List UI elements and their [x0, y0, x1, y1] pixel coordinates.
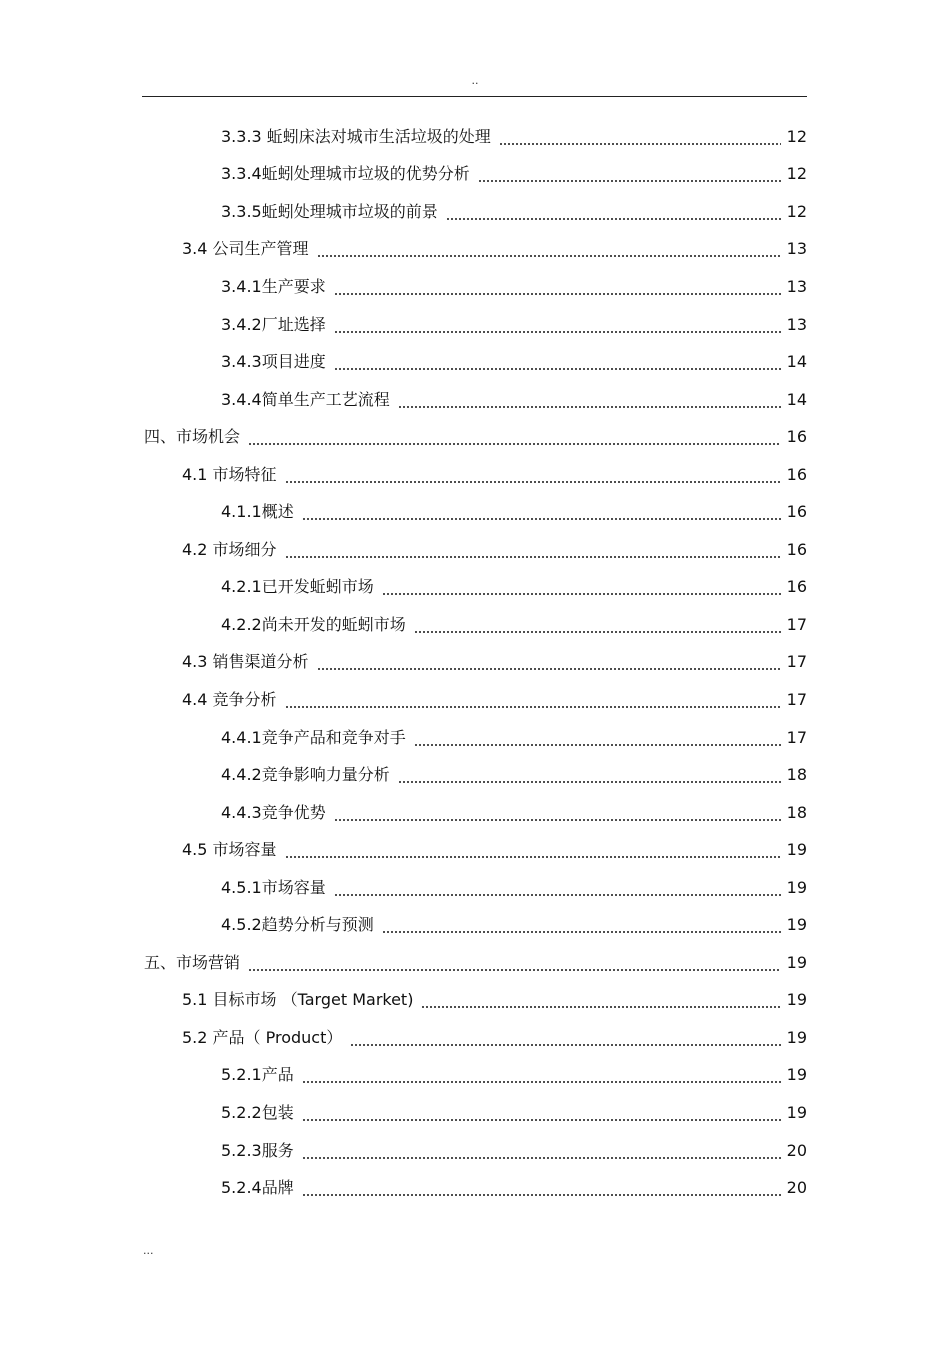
toc-dot-leader	[317, 652, 781, 672]
toc-entry-page-number: 16	[786, 502, 807, 522]
toc-entry[interactable]	[0, 1094, 950, 1132]
toc-entry-number: 5.2.2	[221, 1102, 262, 1122]
toc-entry-title: 市场特征	[212, 464, 277, 484]
toc-entry-number: 4.2.2	[221, 614, 262, 634]
toc-dot-leader	[285, 540, 781, 560]
toc-entry-title: 服务	[261, 1140, 294, 1160]
header-divider	[142, 96, 807, 97]
toc-dot-leader	[302, 1178, 781, 1198]
toc-dot-leader	[285, 690, 781, 710]
toc-entry-page-number: 12	[786, 126, 807, 146]
toc-entry[interactable]	[0, 1019, 950, 1057]
toc-entry-number: 5.2.3	[221, 1140, 262, 1160]
toc-entry-number: 4.4.3	[221, 802, 262, 822]
toc-entry-title: 市场营销	[176, 952, 241, 972]
toc-entry-number: 3.3.4	[221, 164, 262, 184]
toc-entry-page-number: 19	[786, 915, 807, 935]
toc-entry-page-number: 20	[786, 1140, 807, 1160]
toc-entry[interactable]	[0, 831, 950, 869]
toc-entry[interactable]	[0, 1057, 950, 1095]
table-of-contents	[0, 118, 950, 1207]
toc-entry-page-number: 12	[786, 201, 807, 221]
toc-entry-title: 目标市场 （Target Market)	[212, 990, 414, 1010]
toc-entry[interactable]	[0, 268, 950, 306]
toc-entry-title: 市场细分	[212, 539, 277, 559]
toc-dot-leader	[285, 465, 781, 485]
toc-dot-leader	[285, 840, 781, 860]
toc-dot-leader	[302, 1141, 781, 1161]
toc-dot-leader	[302, 1065, 781, 1085]
toc-entry[interactable]	[0, 156, 950, 194]
toc-dot-leader	[414, 615, 781, 635]
toc-entry[interactable]	[0, 606, 950, 644]
toc-dot-leader	[350, 1028, 781, 1048]
toc-entry-page-number: 14	[786, 352, 807, 372]
toc-entry-number: 5.2	[182, 1027, 213, 1047]
toc-entry-page-number: 19	[786, 840, 807, 860]
toc-dot-leader	[334, 352, 781, 372]
toc-entry[interactable]	[0, 231, 950, 269]
toc-entry[interactable]	[0, 306, 950, 344]
toc-entry-page-number: 16	[786, 539, 807, 559]
toc-entry-number: 4.4.1	[221, 727, 262, 747]
toc-entry-title: 竞争优势	[261, 802, 326, 822]
toc-entry[interactable]	[0, 681, 950, 719]
toc-entry[interactable]	[0, 1132, 950, 1170]
toc-entry-title: 市场容量	[261, 877, 326, 897]
toc-entry-title: 产品（ Product）	[212, 1027, 343, 1047]
toc-dot-leader	[499, 127, 781, 147]
toc-dot-leader	[317, 239, 781, 259]
toc-dot-leader	[382, 915, 781, 935]
toc-entry[interactable]	[0, 1169, 950, 1207]
toc-entry-page-number: 17	[786, 614, 807, 634]
toc-entry-title: 竞争分析	[212, 689, 277, 709]
toc-entry-title: 趋势分析与预测	[261, 915, 374, 935]
toc-entry-page-number: 18	[786, 802, 807, 822]
toc-entry[interactable]	[0, 906, 950, 944]
toc-entry-title: 简单生产工艺流程	[261, 389, 390, 409]
toc-entry-number: 5.1	[182, 990, 213, 1010]
toc-entry-page-number: 16	[786, 577, 807, 597]
toc-entry[interactable]	[0, 493, 950, 531]
toc-entry-page-number: 17	[786, 727, 807, 747]
toc-entry[interactable]	[0, 381, 950, 419]
toc-entry[interactable]	[0, 982, 950, 1020]
toc-entry-title: 概述	[261, 502, 294, 522]
toc-entry-title: 市场容量	[212, 840, 277, 860]
toc-entry-title: 已开发蚯蚓市场	[261, 577, 374, 597]
toc-dot-leader	[248, 427, 781, 447]
page-footer-mark: ...	[143, 1244, 154, 1257]
toc-dot-leader	[398, 765, 781, 785]
toc-entry-number: 3.4.1	[221, 276, 262, 296]
toc-dot-leader	[334, 878, 781, 898]
toc-dot-leader	[334, 277, 781, 297]
toc-entry-number: 4.2.1	[221, 577, 262, 597]
toc-entry-number: 4.5.1	[221, 877, 262, 897]
toc-entry-page-number: 17	[786, 652, 807, 672]
toc-entry-title: 蚯蚓床法对城市生活垃圾的处理	[266, 126, 491, 146]
toc-entry-title: 厂址选择	[261, 314, 326, 334]
toc-entry-title: 品牌	[261, 1178, 294, 1198]
toc-entry-title: 竞争产品和竞争对手	[261, 727, 406, 747]
toc-entry-title: 包装	[261, 1102, 294, 1122]
toc-entry-page-number: 20	[786, 1178, 807, 1198]
toc-entry-page-number: 19	[786, 952, 807, 972]
toc-dot-leader	[302, 502, 781, 522]
toc-entry-number: 4.5.2	[221, 915, 262, 935]
toc-entry-number: 3.4.2	[221, 314, 262, 334]
toc-dot-leader	[414, 728, 781, 748]
toc-entry-number: 四、	[144, 427, 177, 447]
toc-entry[interactable]	[0, 644, 950, 682]
toc-entry-number: 5.2.4	[221, 1178, 262, 1198]
toc-dot-leader	[478, 164, 781, 184]
toc-entry-number: 3.3.3	[221, 126, 267, 146]
toc-entry-number: 3.4.3	[221, 352, 262, 372]
toc-entry-page-number: 13	[786, 239, 807, 259]
toc-entry-page-number: 16	[786, 464, 807, 484]
toc-entry-page-number: 16	[786, 427, 807, 447]
toc-dot-leader	[334, 315, 781, 335]
toc-entry-page-number: 19	[786, 990, 807, 1010]
toc-entry[interactable]	[0, 456, 950, 494]
toc-entry-title: 项目进度	[261, 352, 326, 372]
toc-entry[interactable]	[0, 944, 950, 982]
toc-entry-number: 4.4.2	[221, 765, 262, 785]
toc-entry-number: 5.2.1	[221, 1065, 262, 1085]
toc-entry[interactable]	[0, 719, 950, 757]
toc-entry-page-number: 13	[786, 276, 807, 296]
toc-entry-title: 生产要求	[261, 276, 326, 296]
toc-dot-leader	[446, 202, 781, 222]
toc-entry[interactable]	[0, 756, 950, 794]
toc-entry-page-number: 14	[786, 389, 807, 409]
toc-entry-number: 4.2	[182, 539, 213, 559]
toc-entry-number: 3.3.5	[221, 201, 262, 221]
toc-entry-title: 蚯蚓处理城市垃圾的优势分析	[261, 164, 470, 184]
toc-entry-page-number: 13	[786, 314, 807, 334]
toc-entry-title: 公司生产管理	[212, 239, 309, 259]
toc-entry-title: 蚯蚓处理城市垃圾的前景	[261, 201, 438, 221]
toc-entry-number: 五、	[144, 952, 177, 972]
toc-entry[interactable]	[0, 869, 950, 907]
toc-entry[interactable]	[0, 569, 950, 607]
toc-entry-page-number: 12	[786, 164, 807, 184]
toc-entry-page-number: 17	[786, 689, 807, 709]
page-header-mark: ..	[471, 74, 479, 87]
toc-entry[interactable]	[0, 118, 950, 156]
toc-entry[interactable]	[0, 794, 950, 832]
toc-entry[interactable]	[0, 418, 950, 456]
toc-entry-page-number: 19	[786, 1027, 807, 1047]
toc-entry[interactable]	[0, 531, 950, 569]
toc-entry-title: 竞争影响力量分析	[261, 765, 390, 785]
toc-dot-leader	[248, 953, 781, 973]
toc-entry-title: 产品	[261, 1065, 294, 1085]
toc-entry-title: 市场机会	[176, 427, 241, 447]
toc-entry-page-number: 19	[786, 1102, 807, 1122]
toc-entry-number: 3.4	[182, 239, 213, 259]
toc-entry-page-number: 19	[786, 877, 807, 897]
toc-entry-title: 销售渠道分析	[212, 652, 309, 672]
toc-entry[interactable]	[0, 343, 950, 381]
toc-dot-leader	[334, 803, 781, 823]
toc-entry-page-number: 18	[786, 765, 807, 785]
toc-entry-number: 4.4	[182, 689, 213, 709]
toc-entry-number: 4.1	[182, 464, 213, 484]
toc-entry-number: 3.4.4	[221, 389, 262, 409]
toc-dot-leader	[398, 390, 781, 410]
toc-entry-number: 4.3	[182, 652, 213, 672]
toc-dot-leader	[382, 577, 781, 597]
toc-dot-leader	[421, 990, 781, 1010]
toc-entry-number: 4.5	[182, 840, 213, 860]
toc-entry-page-number: 19	[786, 1065, 807, 1085]
toc-dot-leader	[302, 1103, 781, 1123]
toc-entry-number: 4.1.1	[221, 502, 262, 522]
toc-entry-title: 尚未开发的蚯蚓市场	[261, 614, 406, 634]
toc-entry[interactable]	[0, 193, 950, 231]
